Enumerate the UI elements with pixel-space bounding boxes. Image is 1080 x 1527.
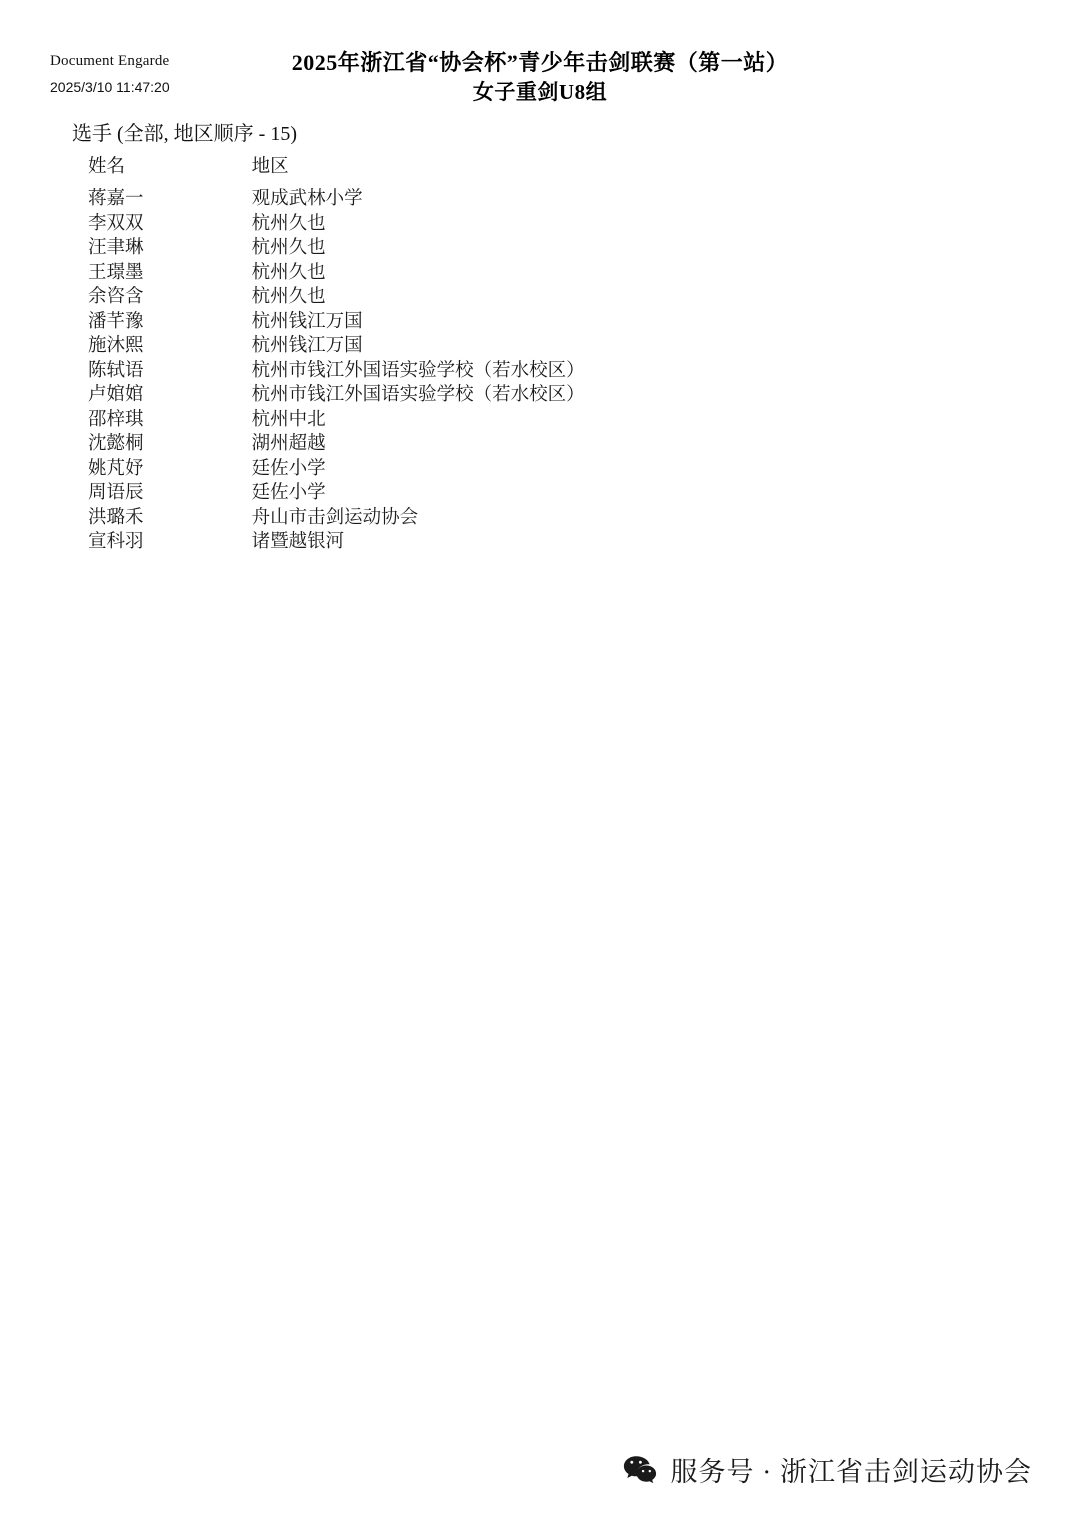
cell-region: 舟山市击剑运动协会 <box>251 507 419 528</box>
cell-region: 杭州市钱江外国语实验学校（若水校区） <box>251 360 585 381</box>
cell-name: 李双双 <box>88 213 144 234</box>
table-row <box>88 435 988 460</box>
table-row <box>88 411 988 436</box>
cell-name: 王璟墨 <box>88 262 144 283</box>
cell-name: 潘芊豫 <box>88 311 144 332</box>
table-row <box>88 386 988 411</box>
document-footer <box>0 1437 1080 1497</box>
cell-region: 杭州久也 <box>251 238 326 258</box>
table-row <box>88 362 988 387</box>
table-row <box>88 533 988 558</box>
cell-region: 杭州久也 <box>251 262 326 283</box>
table-row <box>88 215 988 240</box>
title-block <box>0 48 1080 106</box>
table-row <box>88 239 988 264</box>
cell-name: 邵梓琪 <box>88 409 144 430</box>
document-source-label: Document Engarde <box>50 53 170 69</box>
section-heading: 选手 (全部, 地区顺序 - 15) <box>72 123 297 145</box>
table-row <box>88 313 988 338</box>
cell-region: 杭州钱江万国 <box>251 311 363 332</box>
table-row <box>88 190 988 215</box>
cell-name: 汪聿琳 <box>88 238 144 258</box>
wechat-icon <box>623 1455 657 1485</box>
cell-region: 杭州中北 <box>251 409 326 430</box>
table-header <box>88 158 988 190</box>
table-row <box>88 484 988 509</box>
cell-name: 姚芃妤 <box>88 458 144 479</box>
cell-region: 湖州超越 <box>251 434 326 454</box>
table-row <box>88 264 988 289</box>
column-header-name: 姓名 <box>88 157 126 177</box>
table-row <box>88 509 988 534</box>
cell-region: 杭州久也 <box>251 287 326 307</box>
document-header <box>0 48 1080 118</box>
cell-name: 周语辰 <box>88 483 144 503</box>
page-subtitle: 女子重剑U8组 <box>472 79 608 104</box>
footer-text: 服务号 · 浙江省击剑运动协会 <box>670 1457 1032 1487</box>
table-row <box>88 288 988 313</box>
column-header-region: 地区 <box>251 157 289 177</box>
cell-name: 洪璐禾 <box>88 507 144 528</box>
table-row <box>88 460 988 485</box>
table-body <box>88 190 988 558</box>
cell-name: 蒋嘉一 <box>88 189 144 209</box>
cell-name: 余咨含 <box>88 287 144 307</box>
cell-name: 陈轼语 <box>88 360 144 381</box>
cell-name: 宣科羽 <box>88 532 144 552</box>
cell-region: 观成武林小学 <box>251 189 363 209</box>
table-row <box>88 337 988 362</box>
cell-region: 诸暨越银河 <box>251 532 345 552</box>
cell-region: 廷佐小学 <box>251 483 326 503</box>
cell-region: 廷佐小学 <box>251 458 326 479</box>
page-title: 2025年浙江省“协会杯”青少年击剑联赛（第一站） <box>291 50 789 75</box>
cell-region: 杭州久也 <box>251 213 326 234</box>
table-header-row <box>88 158 988 190</box>
competitors-table <box>88 158 988 558</box>
document-timestamp: 2025/3/10 11:47:20 <box>50 79 170 95</box>
cell-name: 卢婠婠 <box>88 385 144 405</box>
cell-name: 施沐熙 <box>88 336 144 356</box>
cell-name: 沈懿桐 <box>88 434 144 454</box>
cell-region: 杭州钱江万国 <box>251 336 363 356</box>
cell-region: 杭州市钱江外国语实验学校（若水校区） <box>251 385 585 405</box>
footer-branding <box>623 1450 1033 1489</box>
